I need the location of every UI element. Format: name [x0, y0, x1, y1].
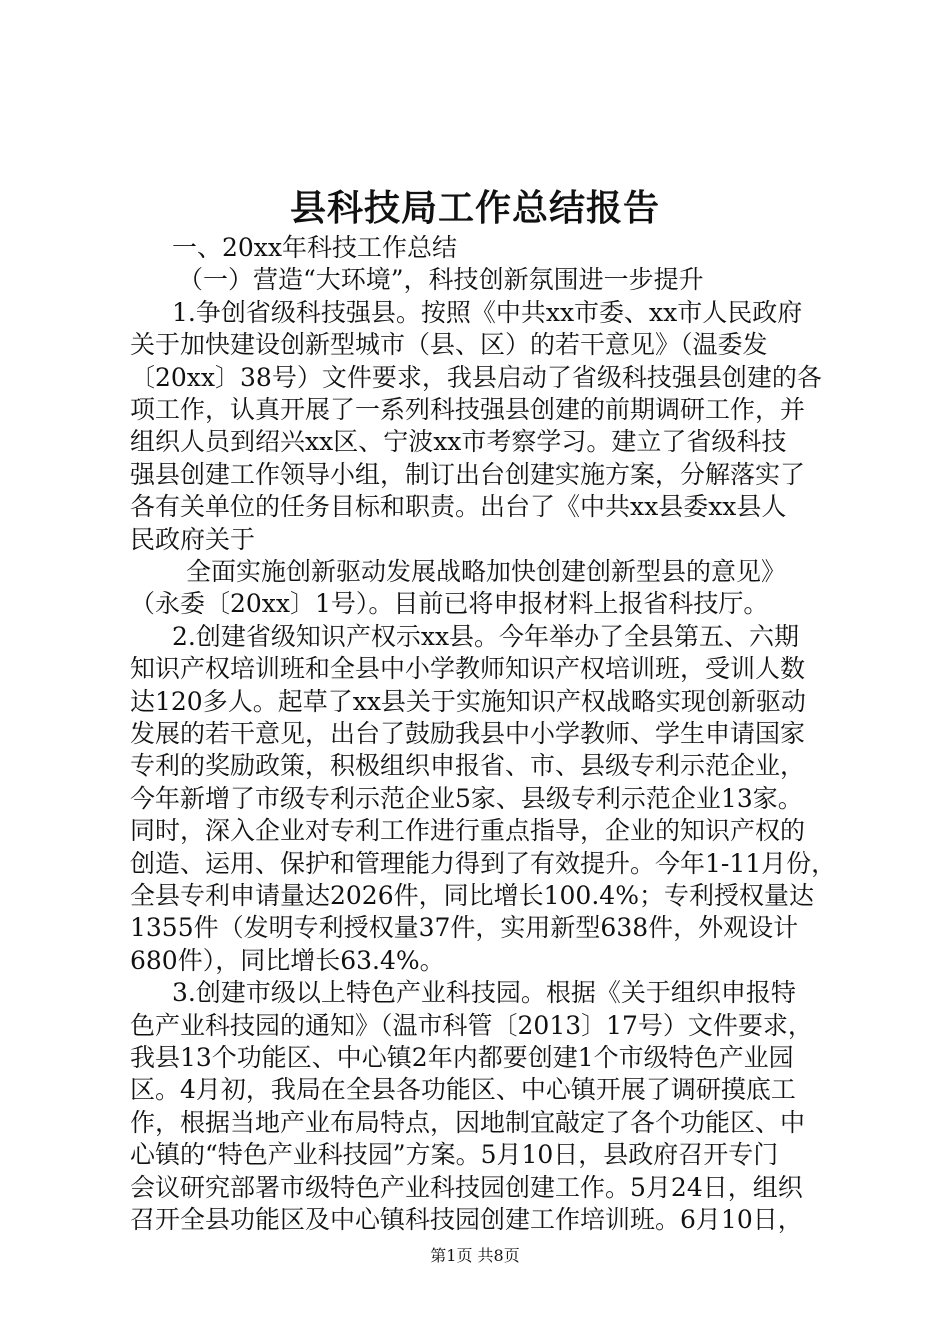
- page-number: 第1页 共8页: [430, 1246, 520, 1265]
- body-line: 项工作，认真开展了一系列科技强县创建的前期调研工作，并: [130, 395, 806, 424]
- body-line: 作，根据当地产业布局特点，因地制宜敲定了各个功能区、中: [130, 1107, 806, 1137]
- body-line: 色产业科技园的通知》（温市科管〔2013〕17号）文件要求，: [130, 1010, 813, 1040]
- body-line: 区。4月初，我局在全县各功能区、中心镇开展了调研摸底工: [130, 1075, 796, 1105]
- document-title: 县科技局工作总结报告: [289, 187, 660, 229]
- body-line: 今年新增了市级专利示范企业5家、县级专利示范企业13家。: [130, 783, 803, 813]
- body-line: 2.创建省级知识产权示xx县。今年举办了全县第五、六期: [172, 621, 800, 651]
- body-line: 〔20xx〕38号）文件要求，我县启动了省级科技强县创建的各: [130, 362, 822, 392]
- body-line: 一、20xx年科技工作总结: [172, 233, 458, 262]
- body-line: 全县专利申请量达2026件，同比增长100.4%；专利授权量达: [130, 881, 814, 910]
- body-line: （永委〔20xx〕1号）。目前已将申报材料上报省科技厅。: [130, 589, 769, 619]
- body-line: 同时，深入企业对专利工作进行重点指导，企业的知识产权的: [130, 816, 806, 846]
- body-line: 全面实施创新驱动发展战略加快创建创新型县的意见》: [186, 557, 787, 586]
- body-line: 3.创建市级以上特色产业科技园。根据《关于组织申报特: [172, 978, 796, 1008]
- body-line: 1355件（发明专利授权量37件，实用新型638件，外观设计: [130, 913, 799, 943]
- body-line: 创造、运用、保护和管理能力得到了有效提升。今年1-11月份，: [130, 848, 837, 878]
- body-line: （一）营造“大环境”，科技创新氛围进一步提升: [178, 265, 704, 295]
- body-line: 1.争创省级科技强县。按照《中共xx市委、xx市人民政府: [172, 297, 803, 327]
- body-line: 各有关单位的任务目标和职责。出台了《中共xx县委xx县人: [130, 492, 787, 522]
- body-line: 关于加快建设创新型城市（县、区）的若干意见》（温委发: [130, 330, 768, 360]
- body-line: 达120多人。起草了xx县关于实施知识产权战略实现创新驱动: [130, 686, 806, 716]
- body-line: 强县创建工作领导小组，制订出台创建实施方案，分解落实了: [130, 459, 806, 489]
- body-line: 发展的若干意见，出台了鼓励我县中小学教师、学生申请国家: [130, 719, 806, 748]
- body-line: 专利的奖励政策，积极组织申报省、市、县级专利示范企业，: [130, 751, 806, 781]
- body-line: 会议研究部署市级特色产业科技园创建工作。5月24日，组织: [130, 1172, 803, 1202]
- body-line: 组织人员到绍兴xx区、宁波xx市考察学习。建立了省级科技: [130, 427, 787, 457]
- body-line: 民政府关于: [130, 524, 256, 554]
- body-line: 召开全县功能区及中心镇科技园创建工作培训班。6月10日，: [130, 1205, 803, 1234]
- body-line: 我县13个功能区、中心镇2年内都要创建1个市级特色产业园: [130, 1043, 794, 1072]
- body-line: 知识产权培训班和全县中小学教师知识产权培训班，受训人数: [130, 654, 806, 684]
- body-line: 心镇的“特色产业科技园”方案。5月10日，县政府召开专门: [130, 1140, 779, 1170]
- body-line: 680件），同比增长63.4%。: [130, 945, 445, 975]
